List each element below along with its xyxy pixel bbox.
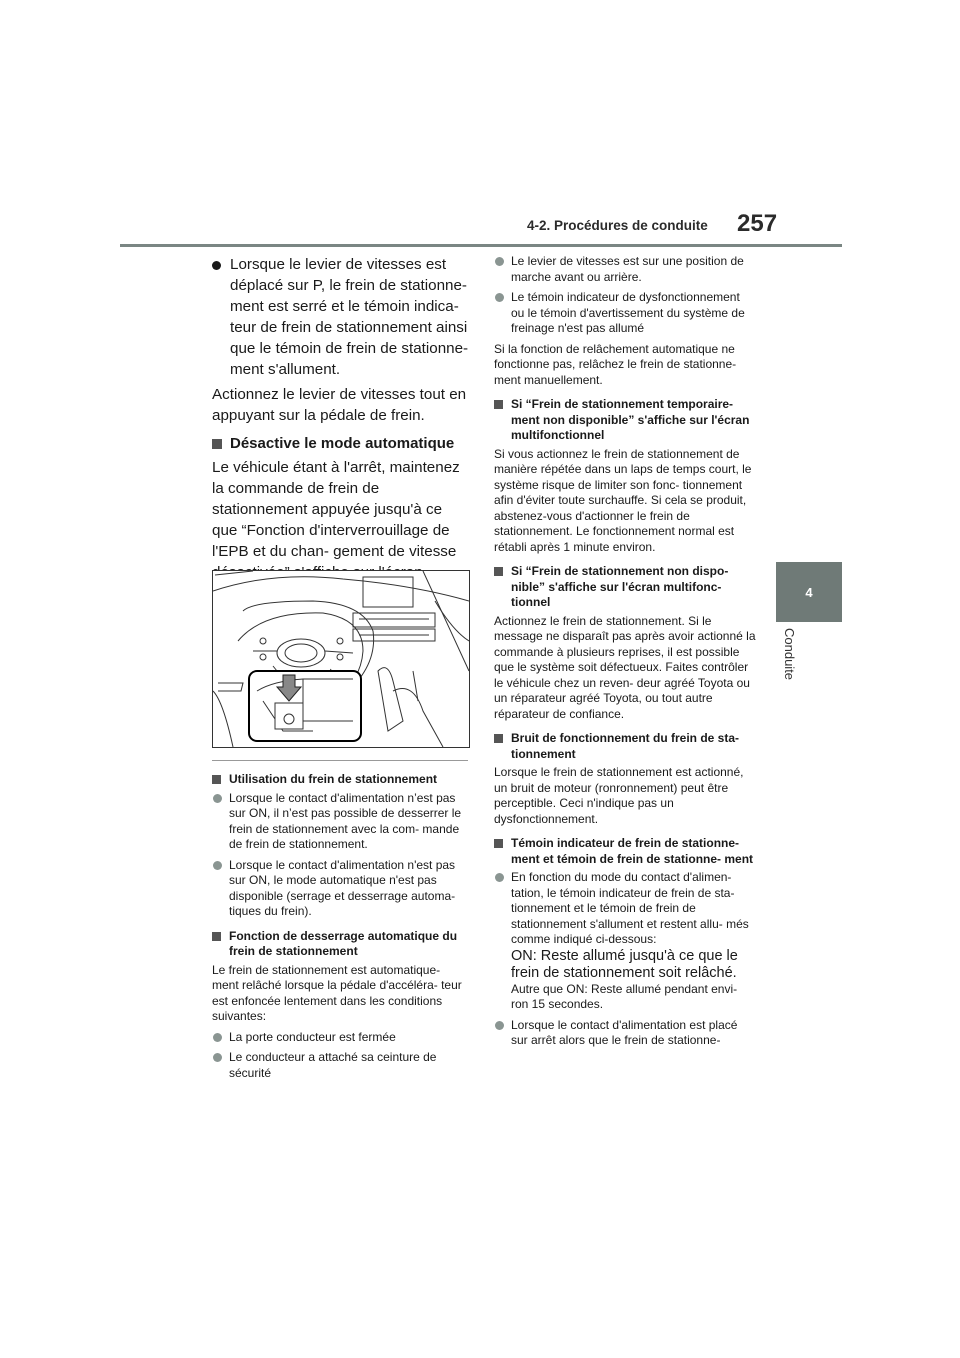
header-rule: [120, 244, 842, 247]
right-paragraph-2: Si vous actionnez le frein de stationnement de manière répétée dans un laps de temps court, le système risque de limiter son fonc- tionnement afin d'éviter toute surchauffe. Si cela se produit, abstenez-vous d'actionner le frein de stationnement. Le fonctionnement normal est rétabli après 1 minute environ.: [494, 446, 752, 554]
chapter-label: Conduite: [782, 628, 797, 681]
bullet-shift-p: Lorsque le levier de vitesses est déplacé sur P, le frein de stationne- ment est serré et le témoin indica- teur de frein de stationnement ainsi que le témoin de frein de stationne- ment s'allument.: [212, 254, 470, 380]
note-bullet-3: La porte conducteur est fermée: [212, 1030, 470, 1046]
heading-auto-off: Désactive le mode automatique: [212, 434, 470, 454]
right-bullet-3: [494, 870, 756, 1013]
heading-temp-unavailable: Si “Frein de stationnement temporaire- ment non disponible” s'affiche sur l'écran multifonctionnel: [494, 397, 756, 444]
note-bullet-4: Le conducteur a attaché sa ceinture de sécurité: [212, 1050, 470, 1081]
right-bullet-3-text: En fonction du mode du contact d'alimen- tation, le témoin indicateur de frein de sta- tionnement et le témoin de frein de stationnement s'allument et restent allu- més comme indiqué ci-dessous:: [511, 870, 749, 946]
heading-use: Utilisation du frein de stationnement: [212, 772, 470, 788]
heading-indicator: Témoin indicateur de frein de stationne- ment et témoin de frein de stationne- ment: [494, 836, 756, 867]
paragraph-auto-off: Le véhicule étant à l'arrêt, maintenez la commande de frein de stationnement appuyée jusqu'à ce que “Fonction d'interverrouillage de l'EPB et du chan- gement de vitesse: [212, 459, 460, 560]
left-notes: [212, 763, 470, 1086]
left-column: [212, 254, 470, 608]
right-small-text: Autre que ON: Reste allumé pendant envi- ron 15 secondes.: [511, 981, 738, 1011]
note-bullet-1: Lorsque le contact d'alimentation n’est pas sur ON, il n’est pas possible de desserrer le frein de stationnement avec la com- mande de frein de stationnement.: [212, 791, 470, 853]
paragraph-shift: Actionnez le levier de vitesses tout en appuyant sur la pédale de frein.: [212, 386, 467, 424]
heading-auto-release: Fonction de desserrage automatique du frein de stationnement: [212, 929, 470, 960]
right-paragraph-4: Lorsque le frein de stationnement est actionné, un bruit de moteur (ronronnement) peut être perceptible. Ceci n'indique pas un dysfonctionnement.: [494, 765, 744, 826]
right-mid-text: ON: Reste allumé jusqu'à ce que le frein de stationnement soit relâché.: [511, 947, 738, 981]
right-bullet-2: Le témoin indicateur de dysfonctionnement ou le témoin d'avertissement du système de freinage n'est pas allumé: [494, 290, 756, 337]
right-bullet-4: Lorsque le contact d'alimentation est placé sur arrêt alors que le frein de stationne-: [494, 1018, 756, 1049]
section-title: 4-2. Procédures de conduite: [527, 218, 708, 233]
chapter-number: 4: [805, 584, 813, 600]
paragraph-auto-release: Le frein de stationnement est automatique- ment relâché lorsque la pédale d'accéléra- teur est enfoncée lentement dans les conditions suivantes:: [212, 962, 462, 1023]
parking-brake-switch-illustration: [212, 570, 470, 748]
note-bullet-2: Lorsque le contact d'alimentation n'est pas sur ON, le mode automatique n'est pas disponible (serrage et desserrage automa- tiques du frein).: [212, 858, 470, 920]
dashboard-illustration: [213, 571, 469, 747]
page-number: 257: [737, 210, 778, 237]
heading-unavailable: Si “Frein de stationnement non dispo- nible” s'affiche sur l'écran multifonc- tionnel: [494, 564, 756, 611]
right-paragraph-3: Actionnez le frein de stationnement. Si le message ne disparaît pas après avoir actionné la commande à plusieurs reprises, il est possible que le système soit défectueux. Faites contrôler le véhicule chez un reven- deur agréé Toyota ou un réparateur agréé Toyota, ou tout autre réparateur de confiance.: [494, 613, 756, 721]
chapter-tab: [776, 562, 842, 622]
heading-noise: Bruit de fonctionnement du frein de sta- tionnement: [494, 731, 756, 762]
notes-rule: [212, 760, 468, 761]
right-column: [494, 254, 756, 1054]
right-bullet-1: Le levier de vitesses est sur une position de marche avant ou arrière.: [494, 254, 756, 285]
right-paragraph-1: Si la fonction de relâchement automatique ne fonctionne pas, relâchez le frein de stationne- ment manuellement.: [494, 341, 737, 387]
